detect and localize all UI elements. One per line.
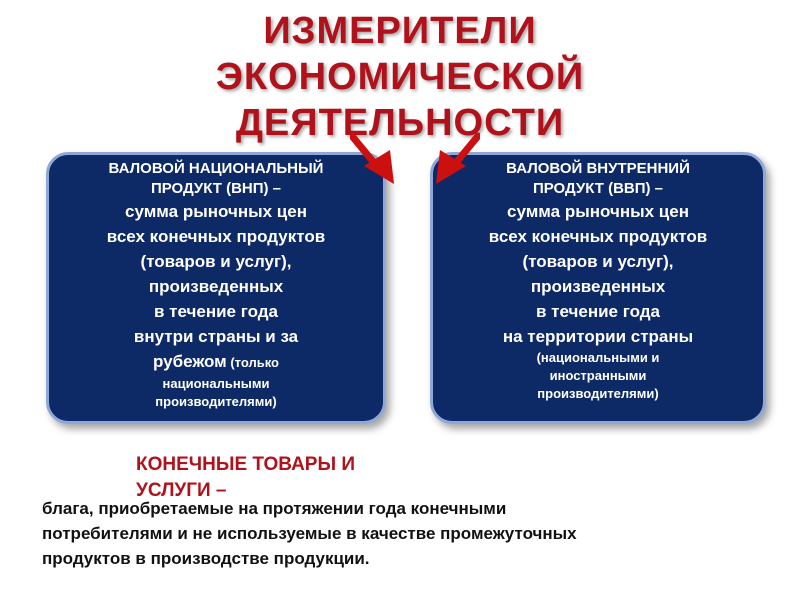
gdp-text-line-3: сумма рыночных цен bbox=[507, 202, 689, 221]
gnp-note-line-11: производителями) bbox=[155, 394, 277, 409]
gnp-text-line-9 bbox=[49, 349, 383, 375]
title-line-2: ЭКОНОМИЧЕСКОЙ bbox=[215, 56, 585, 98]
arrow-down-left-icon bbox=[428, 132, 480, 188]
gnp-text-line-7: в течение года bbox=[153, 302, 278, 321]
gnp-text-line-9-main: рубежом bbox=[153, 352, 227, 371]
gdp-text-line-8: на территории страны bbox=[502, 327, 694, 346]
arrow-down-right-icon bbox=[350, 132, 402, 188]
final-goods-heading-line-2: УСЛУГИ – bbox=[136, 480, 227, 501]
definition-line-3: продуктов в производстве продукции. bbox=[42, 549, 370, 568]
gdp-note-line-10: иностранными bbox=[549, 368, 647, 383]
gnp-definition-box bbox=[46, 152, 386, 424]
gnp-text-line-9-note: (только bbox=[226, 355, 279, 370]
gnp-heading-line-2: ПРОДУКТ (ВНП) – bbox=[150, 180, 282, 197]
gdp-heading-line-1: ВАЛОВОЙ ВНУТРЕННИЙ bbox=[506, 160, 690, 177]
gnp-text-line-6: произведенных bbox=[148, 277, 284, 296]
gdp-text-line-6: произведенных bbox=[530, 277, 666, 296]
gdp-definition-box bbox=[430, 152, 766, 424]
gdp-text-line-4: всех конечных продуктов bbox=[488, 227, 708, 246]
gdp-text-line-7: в течение года bbox=[535, 302, 660, 321]
gdp-text-line-5: (товаров и услуг), bbox=[522, 252, 674, 271]
gnp-text-line-5: (товаров и услуг), bbox=[140, 252, 292, 271]
page-title bbox=[0, 8, 800, 146]
final-goods-heading-line-1: КОНЕЧНЫЕ ТОВАРЫ И bbox=[136, 454, 356, 475]
final-goods-definition bbox=[42, 496, 782, 571]
gdp-note-line-11: производителями) bbox=[537, 386, 659, 401]
gnp-text-line-3: сумма рыночных цен bbox=[125, 202, 307, 221]
gdp-heading-line-2: ПРОДУКТ (ВВП) – bbox=[532, 180, 664, 197]
definition-line-2: потребителями и не используемые в качестве промежуточных bbox=[42, 524, 577, 543]
gdp-note-line-9: (национальными и bbox=[536, 350, 660, 365]
gnp-text-line-4: всех конечных продуктов bbox=[106, 227, 326, 246]
title-line-1: ИЗМЕРИТЕЛИ bbox=[263, 10, 537, 52]
title-line-3: ДЕЯТЕЛЬНОСТИ bbox=[235, 102, 565, 144]
gnp-note-line-10: национальными bbox=[162, 376, 270, 391]
gnp-text-line-8: внутри страны и за bbox=[133, 327, 299, 346]
definition-line-1: блага, приобретаемые на протяжении года конечными bbox=[42, 499, 507, 518]
gnp-heading-line-1: ВАЛОВОЙ НАЦИОНАЛЬНЫЙ bbox=[108, 160, 324, 177]
